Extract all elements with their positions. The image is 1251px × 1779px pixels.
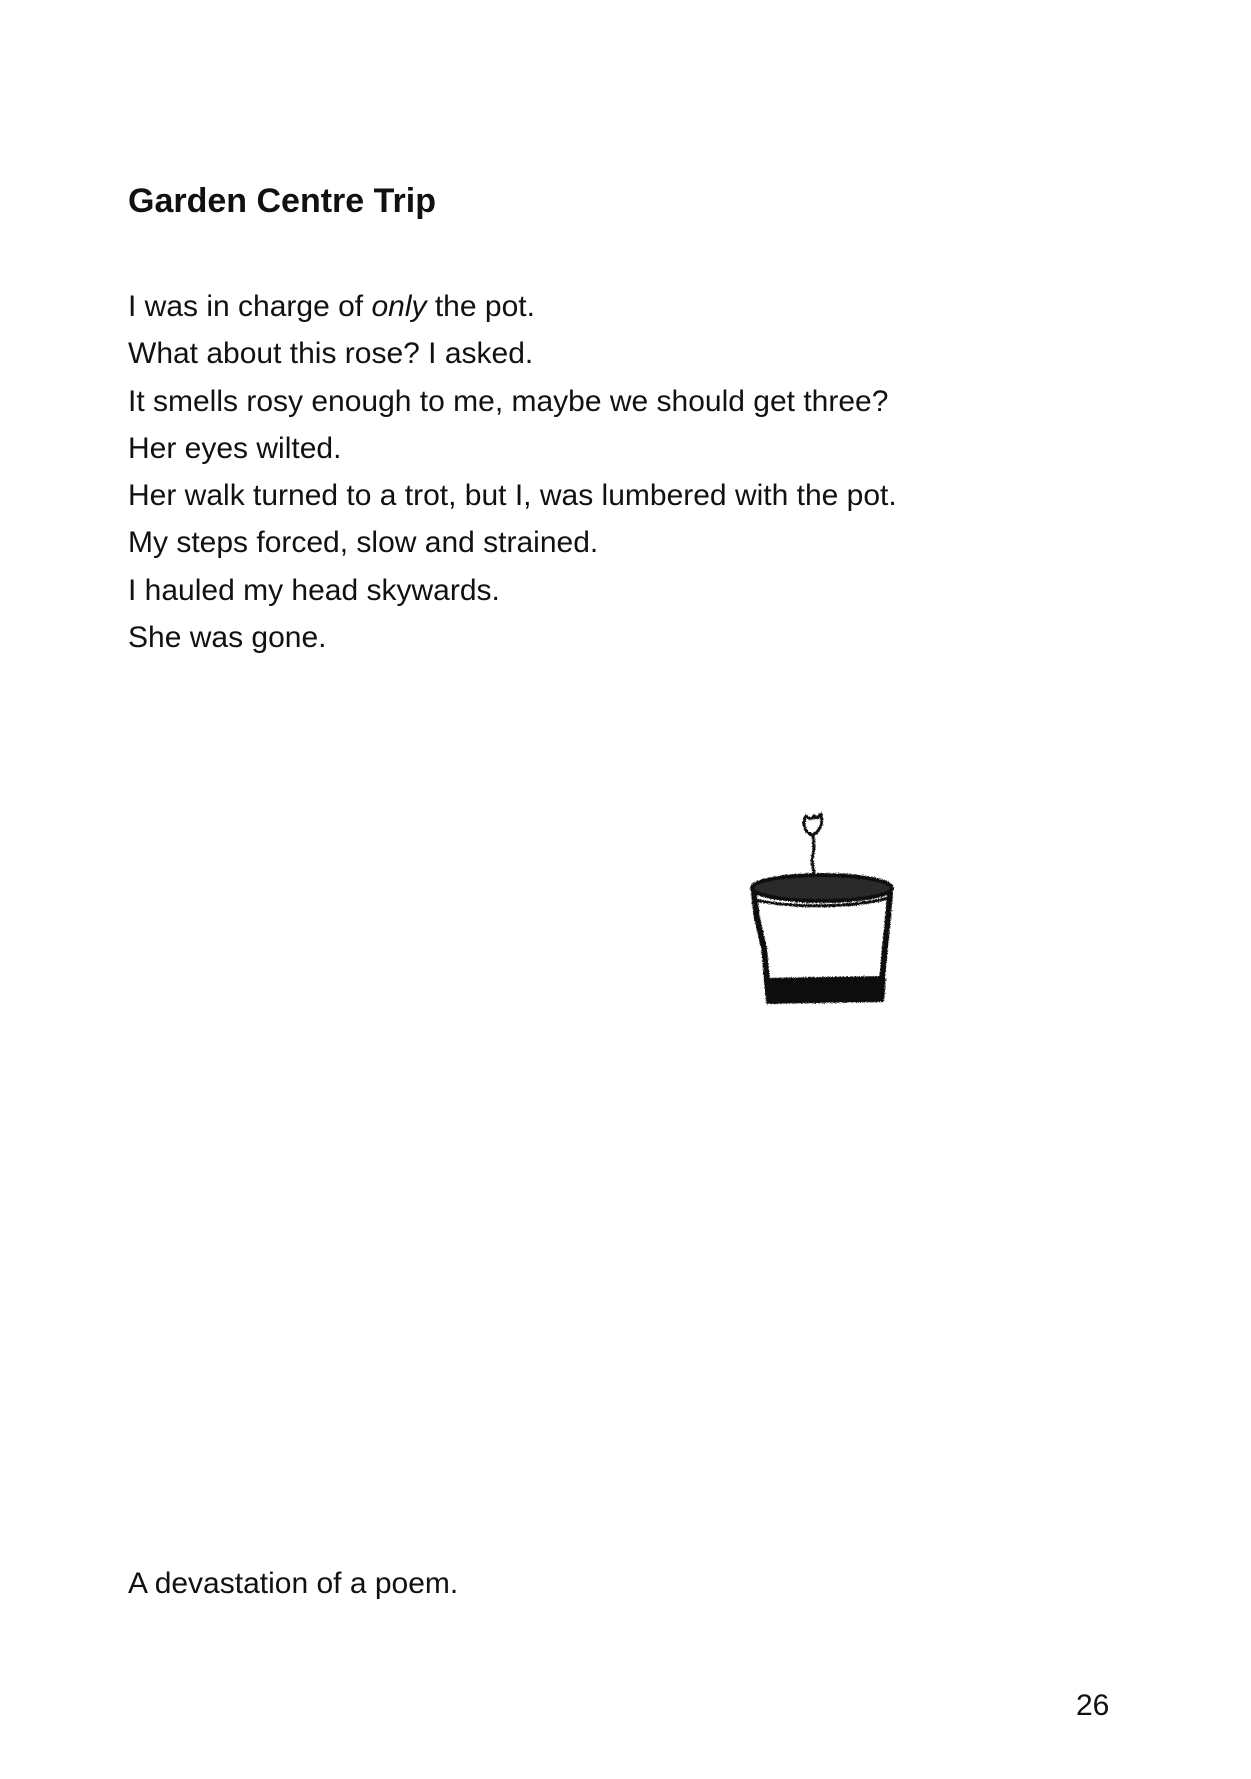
poem-line-text: I hauled my head skywards. <box>128 573 500 607</box>
poem-line-text: Her walk turned to a trot, but I, was lumbered with the pot. <box>128 479 897 513</box>
poem-line-emphasis: only <box>371 290 427 323</box>
poem-line-text: My steps forced, slow and strained. <box>128 526 599 560</box>
poem-line-text: It smells rosy enough to me, maybe we should get three? <box>128 384 889 418</box>
poem-line <box>128 519 897 566</box>
poem-line <box>128 614 897 661</box>
poem-line <box>128 472 897 519</box>
poem-body <box>128 283 897 661</box>
flower-pot-drawing-icon <box>742 808 902 1038</box>
poem-line-text: Her eyes wilted. <box>128 431 342 465</box>
poem-line-text: She was gone. <box>128 621 327 655</box>
poem-line <box>128 330 897 377</box>
poem-line <box>128 378 897 425</box>
poem-line <box>128 283 897 330</box>
poem-title: Garden Centre Trip <box>128 182 436 220</box>
poem-line-text: I was in charge of <box>128 290 372 323</box>
poem-line <box>128 425 897 472</box>
poem-line-text: What about this rose? I asked. <box>128 337 534 371</box>
poem-caption: A devastation of a poem. <box>128 1567 459 1600</box>
poem-line <box>128 567 897 614</box>
poem-line-text: the pot. <box>426 290 535 323</box>
page-number: 26 <box>1076 1689 1110 1722</box>
